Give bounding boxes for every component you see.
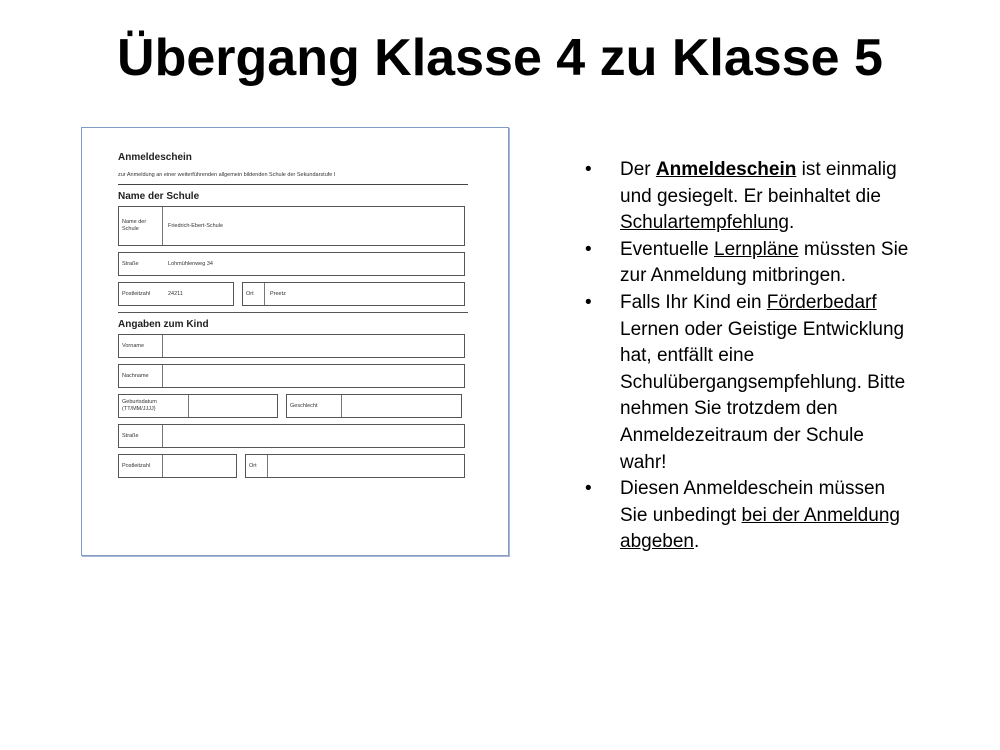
bullet-text: .	[789, 212, 795, 234]
bullet-item	[585, 476, 915, 556]
child-street-row	[118, 424, 468, 448]
form-heading: Anmeldeschein	[118, 152, 192, 163]
child-street-label: Straße	[119, 425, 163, 447]
bullet-underline: bei der Anmeldung abgeben	[620, 504, 900, 553]
bullet-dot: •	[585, 291, 592, 313]
zip-field	[118, 282, 234, 306]
bullet-underline: Schulartempfehlung	[620, 212, 789, 234]
child-city-label: Ort	[246, 455, 268, 477]
school-name-label: Name der Schule	[119, 207, 163, 245]
school-name-field	[118, 206, 465, 246]
slide-title: Übergang Klasse 4 zu Klasse 5	[117, 29, 883, 87]
bullet-underline: Förderbedarf	[766, 291, 877, 313]
registration-form-image	[81, 127, 509, 556]
bullet-text: ist einmalig und gesiegelt. Er beinhaltet die	[620, 159, 897, 207]
firstname-row	[118, 334, 468, 358]
zip-value: 24211	[168, 291, 183, 297]
bullet-text: müssten Sie zur Anmeldung mitbringen.	[620, 238, 909, 287]
bullet-dot: •	[585, 478, 592, 500]
bullet-dot: •	[585, 238, 592, 260]
birthdate-label: Geburtsdatum (TT/MM/JJJJ)	[119, 395, 189, 417]
street-field	[118, 252, 465, 276]
bullet-item	[585, 290, 915, 476]
lastname-row	[118, 364, 468, 388]
form-divider	[118, 184, 468, 185]
child-city-field	[245, 454, 465, 478]
child-zip-field	[118, 454, 237, 478]
bullet-text: Der	[620, 159, 656, 180]
bullet-underline: Lernpläne	[714, 238, 799, 260]
zip-city-row	[118, 282, 468, 306]
bullet-emphasis: Anmeldeschein	[655, 159, 797, 180]
zip-label: Postleitzahl	[122, 290, 151, 297]
child-zip-label: Postleitzahl	[119, 455, 163, 477]
street-value: Lohmühlenweg 34	[168, 261, 213, 267]
street-row	[118, 252, 468, 276]
city-field	[242, 282, 465, 306]
form-subheading: zur Anmeldung an einer weiterführenden allgemein bildenden Schule der Sekundarstufe I	[118, 172, 336, 178]
birthdate-gender-row	[118, 394, 468, 418]
section-school: Name der Schule	[118, 191, 200, 202]
gender-field	[286, 394, 462, 418]
school-name-value: Friedrich-Ebert-Schule	[168, 223, 224, 229]
firstname-field	[118, 334, 465, 358]
city-label: Ort	[243, 283, 265, 305]
section-child: Angaben zum Kind	[118, 319, 209, 330]
birthdate-field	[118, 394, 278, 418]
bullet-text: Falls Ihr Kind ein	[620, 291, 767, 313]
bullet-item	[585, 237, 915, 290]
bullet-item	[585, 157, 915, 237]
gender-label: Geschlecht	[287, 395, 342, 417]
bullet-text: .	[693, 531, 700, 553]
lastname-field	[118, 364, 465, 388]
city-value: Preetz	[270, 291, 286, 297]
bullet-text: Lernen oder Geistige Entwicklung hat, entfällt eine Schulübergangsempfehlung. Bitte nehmen Sie trotzdem den Anmeldezeitraum der Schule wahr!	[620, 318, 906, 473]
street-label: Straße	[122, 260, 139, 267]
bullet-text: Eventuelle	[620, 238, 715, 260]
form-content	[118, 152, 468, 484]
child-zip-city-row	[118, 454, 468, 478]
firstname-label: Vorname	[119, 335, 163, 357]
bullet-text: Diesen Anmeldeschein müssen Sie unbedingt	[620, 478, 886, 526]
school-name-row	[118, 206, 468, 246]
bullet-dot: •	[585, 159, 592, 180]
lastname-label: Nachname	[119, 365, 163, 387]
form-divider	[118, 312, 468, 313]
bullet-list	[585, 157, 915, 556]
child-street-field	[118, 424, 465, 448]
